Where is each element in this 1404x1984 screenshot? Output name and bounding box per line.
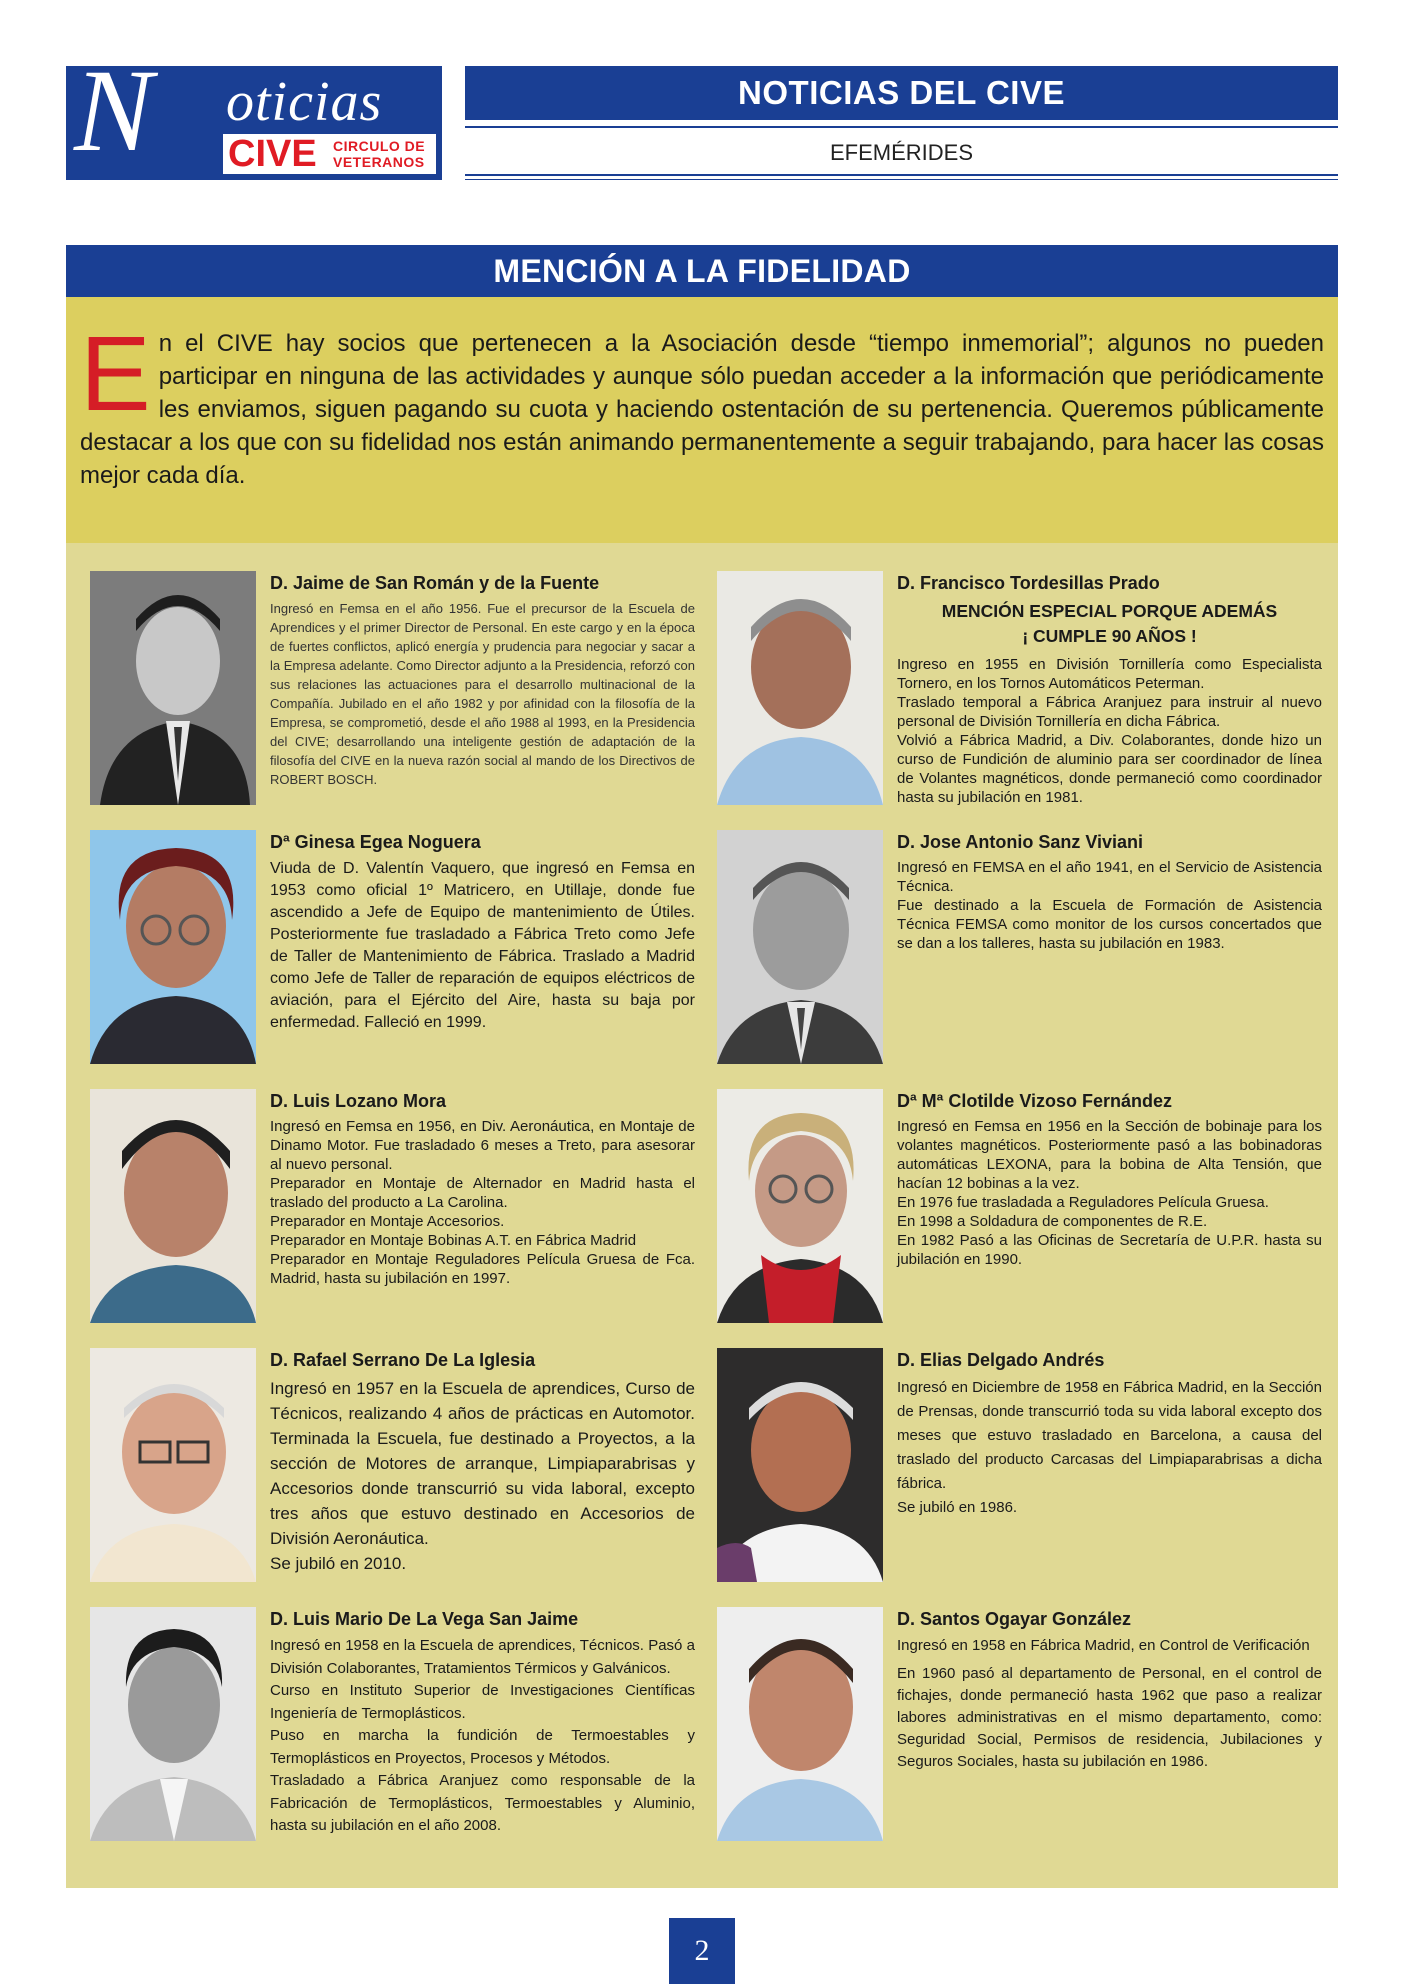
bio-paragraph: Ingresó en Femsa en 1956, en Div. Aeronáutica, en Montaje de Dinamo Motor. Fue trasladado 6 meses a Treto, para asesorar al nuevo personal. <box>270 1118 695 1173</box>
member-entry <box>717 1348 1327 1588</box>
member-photo <box>90 1089 256 1323</box>
member-bio <box>897 858 1322 953</box>
logo-subtitle-line1: CIRCULO DE <box>333 138 426 154</box>
member-photo <box>90 1607 256 1841</box>
member-bio <box>897 655 1322 807</box>
member-name: Dª Mª Clotilde Vizoso Fernández <box>897 1091 1173 1111</box>
members-list <box>66 543 1338 1888</box>
bio-paragraph: En 1998 a Soldadura de componentes de R.E. <box>897 1213 1208 1230</box>
bio-paragraph: Ingresó en 1958 en Fábrica Madrid, en Control de Verificación <box>897 1637 1310 1654</box>
bio-paragraph: Traslado temporal a Fábrica Aranjuez para instruir al nuevo personal de División Tornillería en dicha Fábrica. <box>897 694 1322 730</box>
bio-paragraph: Preparador en Montaje Accesorios. <box>270 1213 505 1230</box>
bio-paragraph: Ingresó en 1958 en la Escuela de aprendices, Técnicos. Pasó a División Colaborantes, Tratamientos Térmicos y Galvánicos. <box>270 1637 695 1677</box>
header-rule <box>465 179 1338 180</box>
header-title: NOTICIAS DEL CIVE <box>738 74 1065 111</box>
member-photo <box>717 571 883 805</box>
logo-word: oticias <box>226 71 383 133</box>
member-entry <box>717 1089 1327 1329</box>
member-text <box>897 1348 1322 1520</box>
member-photo <box>717 1348 883 1582</box>
bio-paragraph: Preparador en Montaje Bobinas A.T. en Fábrica Madrid <box>270 1232 637 1249</box>
member-bio <box>897 1376 1322 1520</box>
member-entry <box>90 830 700 1070</box>
bio-paragraph: Preparador en Montaje de Alternador en Madrid hasta el traslado del producto a La Carolina. <box>270 1175 695 1211</box>
member-name: D. Luis Lozano Mora <box>270 1091 447 1111</box>
member-photo <box>717 830 883 1064</box>
member-photo <box>717 1607 883 1841</box>
bio-paragraph: Ingresó en Femsa en el año 1956. Fue el precursor de la Escuela de Aprendices y el primer Director de Personal. En este cargo y en la época de fuertes conflictos, aplicó energía y prudencia para negociar y sacar a la Empresa adelante. Como Director adjunto a la Presidencia, reforzó con sus relaciones las actuaciones para el desarrollo multinacional de la Compañía. Jubilado en el año 1982 y por afinidad con la filosofía de la Empresa, se comprometió, desde el año 1988 al 1993, en la Presidencia del CIVE; desarrollando una inteligente gestión de adaptación de la filosofía del CIVE en la nueva razón social al mando de los Directivos de ROBERT BOSCH. <box>270 601 695 787</box>
member-name: D. Jaime de San Román y de la Fuente <box>270 573 600 593</box>
bio-paragraph: En 1976 fue trasladada a Reguladores Película Gruesa. <box>897 1194 1269 1211</box>
member-name: D. Rafael Serrano De La Iglesia <box>270 1350 536 1370</box>
member-text <box>897 571 1322 807</box>
bio-paragraph: Ingresó en Femsa en 1956 en la Sección de bobinaje para los volantes magnéticos. Posteriormente pasó a las bobinadoras automáticas LEXONA, para la bobina de Alta Tensión, que hacían 12 bobinas a la vez. <box>897 1118 1322 1192</box>
logo-subtitle-line2: VETERANOS <box>333 154 425 170</box>
bio-paragraph: Curso en Instituto Superior de Investigaciones Científicas Ingeniería de Termoplásticos. <box>270 1682 695 1722</box>
logo-subtitle <box>333 138 425 170</box>
member-text <box>270 571 695 789</box>
member-bio <box>270 1117 695 1288</box>
member-bio <box>270 858 695 1034</box>
drop-cap: E <box>80 315 151 433</box>
member-text <box>270 1089 695 1288</box>
member-bio <box>270 1376 695 1576</box>
member-entry <box>90 1348 700 1588</box>
member-name: Dª Ginesa Egea Noguera <box>270 832 481 852</box>
member-bio <box>270 599 695 789</box>
bio-paragraph: Ingreso en 1955 en División Tornillería como Especialista Tornero, en los Tornos Automáticos Peterman. <box>897 656 1322 692</box>
member-photo <box>717 1089 883 1323</box>
bio-paragraph: Puso en marcha la fundición de Termoestables y Termoplásticos en Proyectos, Procesos y Métodos. <box>270 1727 695 1767</box>
member-text <box>897 830 1322 953</box>
bio-paragraph: En 1960 pasó al departamento de Personal, en el control de fichajes, donde permaneció hasta 1962 que paso a realizar labores administrativas en el mismo departamento, como: Seguridad Social, Permisos de residencia, Jubilaciones y Seguros Sociales, hasta su jubilación en 1986. <box>897 1665 1322 1770</box>
member-name: D. Francisco Tordesillas Prado <box>897 573 1160 593</box>
member-name: D. Luis Mario De La Vega San Jaime <box>270 1609 579 1629</box>
bio-paragraph: Volvió a Fábrica Madrid, a Div. Colaborantes, donde hizo un curso de Fundición de aluminio para ser coordinador de línea de Volantes magnéticos, donde permaneció como coordinador hasta su jubilación en 1981. <box>897 732 1322 806</box>
member-entry <box>717 571 1327 811</box>
member-text <box>897 1607 1322 1773</box>
bio-paragraph: En 1982 Pasó a las Oficinas de Secretaría de U.P.R. hasta su jubilación en 1990. <box>897 1232 1322 1268</box>
bio-paragraph: Se jubiló en 1986. <box>897 1499 1018 1516</box>
noticias-cive-logo <box>66 45 442 180</box>
special-mention-line1: MENCIÓN ESPECIAL PORQUE ADEMÁS <box>941 601 1278 621</box>
member-entry <box>717 830 1327 1070</box>
member-entry <box>90 1607 700 1847</box>
header-rule <box>465 174 1338 176</box>
logo-initial: N <box>74 45 153 176</box>
special-mention-line2: ¡ CUMPLE 90 AÑOS ! <box>1022 626 1197 646</box>
member-bio <box>897 1635 1322 1773</box>
logo-cive: CIVE <box>228 133 317 175</box>
member-name: D. Santos Ogayar González <box>897 1609 1132 1629</box>
header-bar <box>465 66 1338 120</box>
member-text <box>270 830 695 1034</box>
member-name: D. Jose Antonio Sanz Viviani <box>897 832 1144 852</box>
member-text <box>897 1089 1322 1269</box>
member-text <box>270 1348 695 1576</box>
bio-paragraph: Preparador en Montaje Reguladores Película Gruesa de Fca. Madrid, hasta su jubilación en 1997. <box>270 1251 695 1287</box>
bio-paragraph: Se jubiló en 2010. <box>270 1554 407 1573</box>
section-title-bar <box>66 245 1338 297</box>
bio-paragraph: Viuda de D. Valentín Vaquero, que ingresó en Femsa en 1953 como oficial 1º Matricero, en Utillaje, donde fue ascendido a Jefe de Equipo de mantenimiento de Útiles. Posteriormente fue trasladado a Fábrica Treto como Jefe de Taller de Mantenimiento de Fábrica. Traslado a Madrid como Jefe de Taller de reparación de equipos eléctricos de aviación, para el Ejército del Aire, hasta su baja por enfermedad. Falleció en 1999. <box>270 860 695 1031</box>
bio-paragraph: Ingresó en FEMSA en el año 1941, en el Servicio de Asistencia Técnica. <box>897 859 1322 895</box>
intro-paragraph: n el CIVE hay socios que pertenecen a la Asociación desde “tiempo inmemorial”; algunos no pueden participar en ninguna de las actividades y aunque sólo puedan acceder a la información que periódicamente les enviamos, siguen pagando su cuota y haciendo ostentación de su pertenencia. Queremos públicamente destacar a los que con su fidelidad nos están animando permanentemente a seguir trabajando, para hacer las cosas mejor cada día. <box>80 330 1324 489</box>
special-mention <box>897 599 1322 649</box>
intro-box <box>66 297 1338 543</box>
bio-paragraph: Ingresó en Diciembre de 1958 en Fábrica Madrid, en la Sección de Prensas, donde transcurrió toda su vida laboral excepto dos meses que estuvo trasladado en Barcelona, a causa del traslado del producto Carcasas del Limpiaparabrisas a dicha fábrica. <box>897 1379 1322 1492</box>
member-photo <box>90 830 256 1064</box>
member-entry <box>90 571 700 811</box>
section-title: MENCIÓN A LA FIDELIDAD <box>493 253 911 289</box>
member-entry <box>90 1089 700 1329</box>
member-photo <box>90 1348 256 1582</box>
member-bio <box>897 1117 1322 1269</box>
page-number: 2 <box>669 1918 735 1984</box>
member-photo <box>90 571 256 805</box>
header-rule <box>465 126 1338 128</box>
member-bio <box>270 1635 695 1838</box>
member-name: D. Elias Delgado Andrés <box>897 1350 1105 1370</box>
intro-text <box>80 315 1324 492</box>
bio-paragraph: Trasladado a Fábrica Aranjuez como responsable de la Fabricación de Termoplásticos, Termoestables y Aluminio, hasta su jubilación en el año 2008. <box>270 1772 695 1834</box>
logo-cive-box <box>223 134 436 174</box>
member-entry <box>717 1607 1327 1847</box>
member-text <box>270 1607 695 1838</box>
header-subtitle: EFEMÉRIDES <box>829 140 974 165</box>
bio-paragraph: Fue destinado a la Escuela de Formación de Asistencia Técnica FEMSA como monitor de los cursos concertados que se dan a los talleres, hasta su jubilación en 1983. <box>897 897 1322 952</box>
bio-paragraph: Ingresó en 1957 en la Escuela de aprendices, Curso de Técnicos, realizando 4 años de prácticas en Automotor. Terminada la Escuela, fue destinado a Proyectos, a la sección de Motores de arranque, Limpiaparabrisas y Accesorios donde transcurrió su vida laboral, excepto tres años que estuvo destinado en Accesorios de División Aeronáutica. <box>270 1379 695 1548</box>
